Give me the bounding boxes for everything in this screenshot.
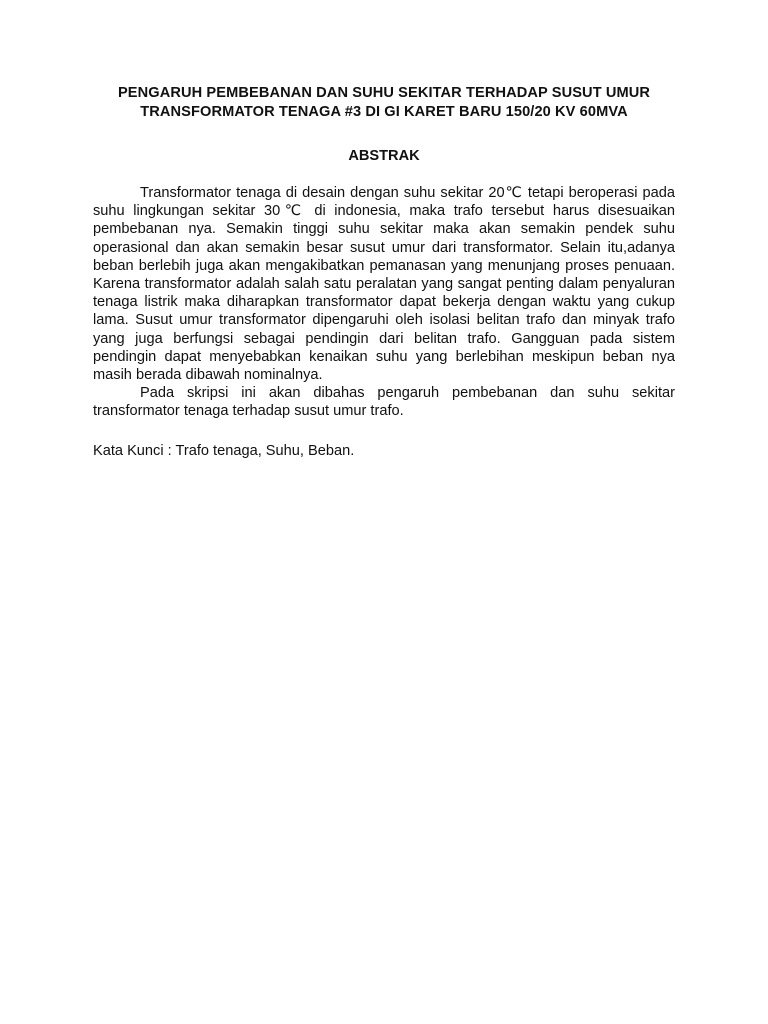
abstract-heading: ABSTRAK [348, 148, 420, 164]
abstract-paragraph-1: Transformator tenaga di desain dengan suhu sekitar 20℃ tetapi beroperasi pada suhu lingkungan sekitar 30℃ di indonesia, maka trafo tersebut harus disesuaikan pembebanan nya. Semakin tinggi suhu sekitar maka akan semakin pendek suhu operasional dan akan semakin besar susut umur dari transformator. Selain itu,adanya beban berlebih juga akan mengakibatkan pemanasan yang menunjang proses penuaan. Karena transformator adalah salah satu peralatan yang sangat penting dalam penyaluran tenaga listrik maka diharapkan transformator dapat bekerja dengan waktu yang cukup lama. Susut umur transformator dipengaruhi oleh isolasi belitan trafo dan minyak trafo yang juga berfungsi sebagai pendingin dari belitan trafo. Gangguan pada sistem pendingin dapat menyebabkan kenaikan suhu yang berlebihan meskipun beban nya masih berada dibawah nominalnya. [93, 185, 675, 384]
abstract-paragraph-2: Pada skripsi ini akan dibahas pengaruh pembebanan dan suhu sekitar transformator tenaga terhadap susut umur trafo. [93, 385, 675, 420]
document-title-line-1: PENGARUH PEMBEBANAN DAN SUHU SEKITAR TERHADAP SUSUT UMUR [117, 85, 651, 101]
keywords: Kata Kunci : Trafo tenaga, Suhu, Beban. [93, 442, 355, 459]
document-page [93, 84, 675, 460]
document-title [93, 84, 675, 122]
document-title-line-2: TRANSFORMATOR TENAGA #3 DI GI KARET BARU 150/20 KV 60MVA [140, 104, 628, 120]
abstract-body [93, 184, 675, 421]
